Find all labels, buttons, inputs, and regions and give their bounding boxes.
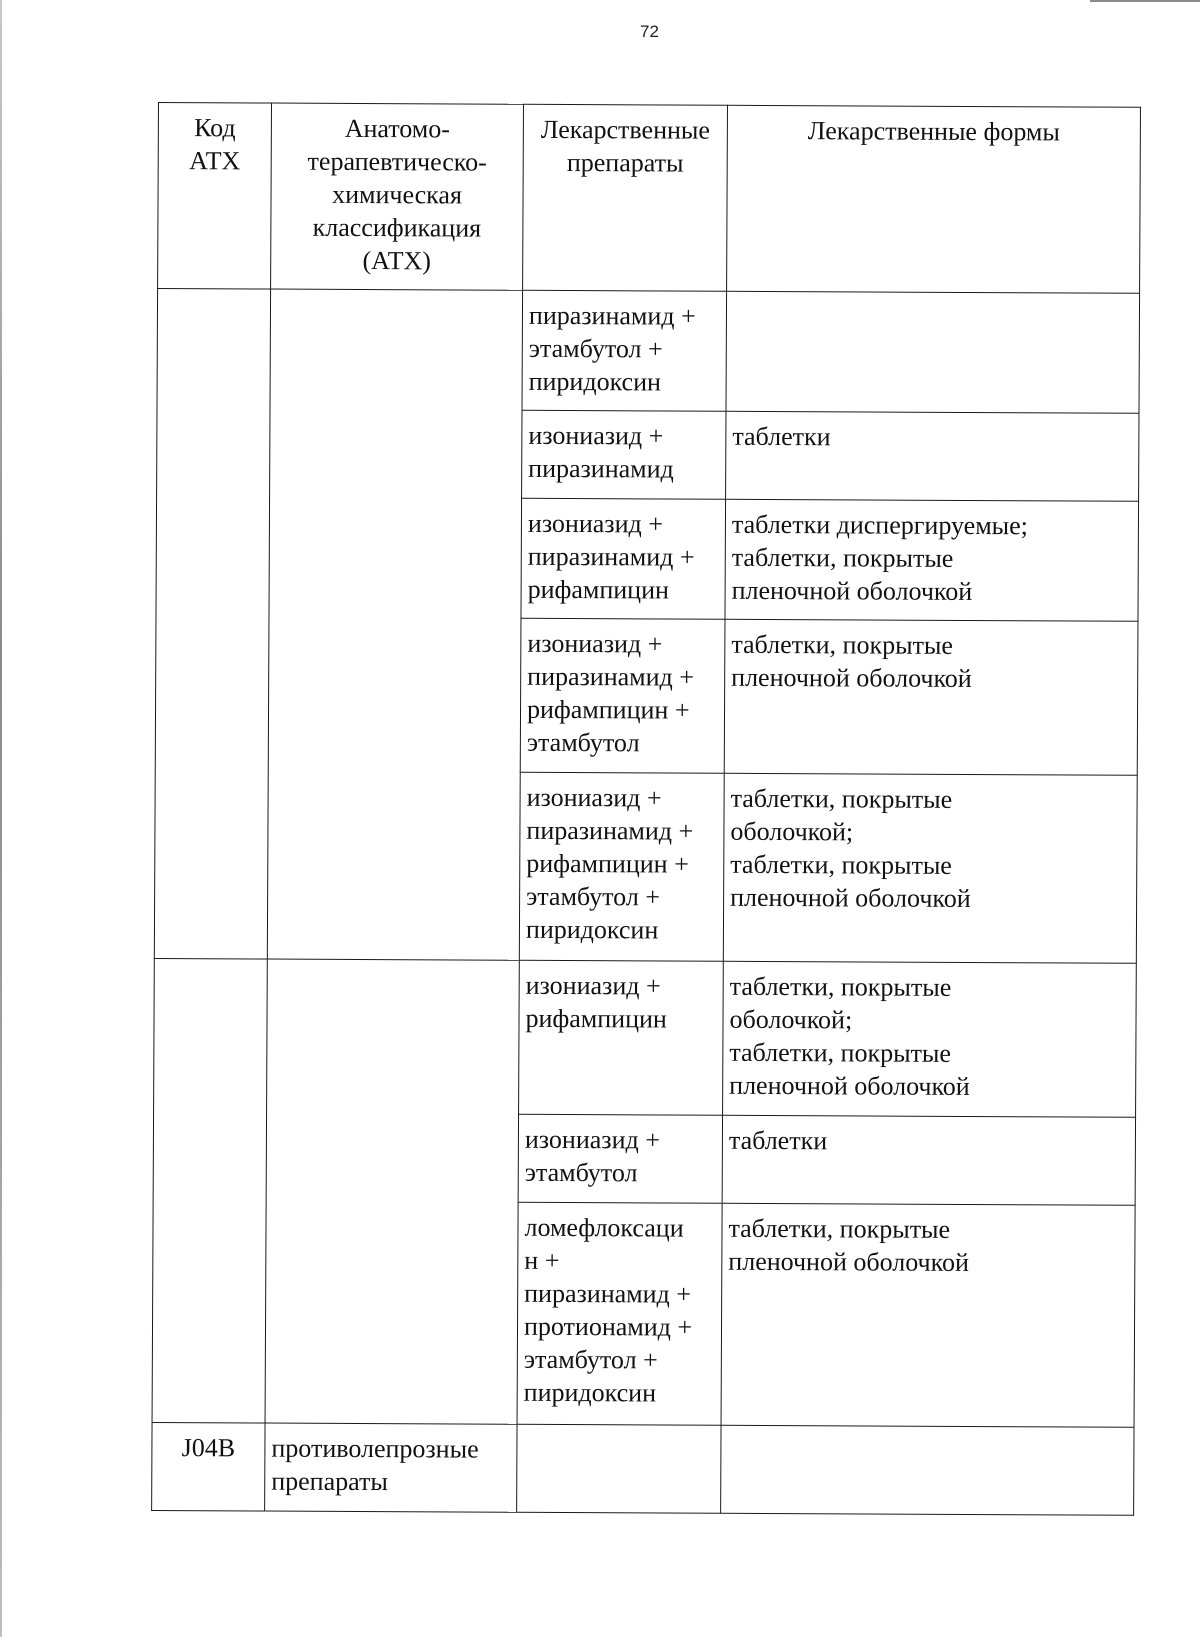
cell-drug: ломефлоксаци н + пиразинамид + протионамид + этамбутол + пиридоксин	[517, 1202, 722, 1425]
cell-code	[154, 289, 270, 960]
cell-drug: изониазид + этамбутол	[518, 1114, 722, 1203]
header-drugs: Лекарственные препараты	[523, 104, 728, 291]
table-header-row	[158, 103, 1141, 294]
cell-drug: изониазид + пиразинамид + рифампицин	[521, 498, 726, 619]
cell-form: таблетки диспергируемые; таблетки, покрытые пленочной оболочкой	[725, 499, 1139, 621]
cell-drug: изониазид + пиразинамид + рифампицин + этамбутол	[520, 618, 725, 773]
cell-classification	[267, 289, 522, 960]
header-code: Код АТХ	[158, 103, 272, 290]
cell-classification: противолепрозные препараты	[265, 1423, 517, 1512]
atx-table	[151, 102, 1141, 1516]
cell-form: таблетки, покрытые пленочной оболочкой	[721, 1203, 1135, 1427]
cell-drug: изониазид + пиразинамид + рифампицин + этамбутол + пиридоксин	[519, 772, 724, 961]
table-row	[152, 1422, 1134, 1515]
cell-code	[152, 958, 267, 1423]
scan-edge	[1090, 0, 1200, 2]
table-row	[157, 289, 1140, 414]
cell-form: таблетки, покрытые оболочкой; таблетки, покрытые пленочной оболочкой	[723, 773, 1137, 963]
header-classification: Анатомо- терапевтическо- химическая классификация (АТХ)	[271, 103, 524, 290]
cell-form: таблетки	[726, 411, 1139, 501]
cell-code: J04B	[152, 1422, 265, 1511]
cell-form: таблетки, покрытые пленочной оболочкой	[724, 619, 1138, 775]
cell-drug: изониазид + рифампицин	[519, 960, 724, 1115]
cell-drug: изониазид + пиразинамид	[522, 410, 726, 499]
cell-form: таблетки	[722, 1115, 1135, 1205]
cell-classification	[265, 959, 519, 1424]
scan-edge	[0, 0, 2, 1637]
cell-drug	[517, 1424, 721, 1513]
cell-form: таблетки, покрытые оболочкой; таблетки, покрытые пленочной оболочкой	[723, 961, 1137, 1117]
page-number: 72	[640, 22, 659, 41]
cell-form	[721, 1425, 1134, 1515]
cell-drug: пиразинамид + этамбутол + пиридоксин	[522, 290, 727, 411]
header-forms: Лекарственные формы	[727, 105, 1141, 293]
cell-form	[726, 291, 1140, 413]
table-row	[154, 958, 1137, 1117]
